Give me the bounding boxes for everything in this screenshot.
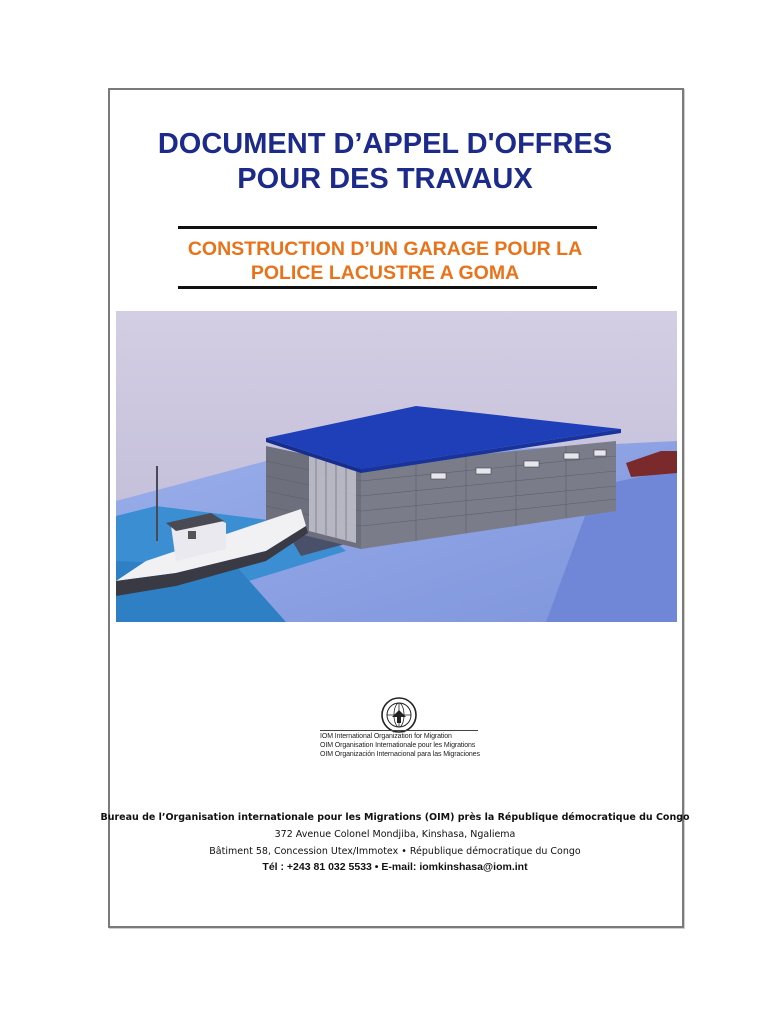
project-subtitle-line-2: POLICE LACUSTRE A GOMA [250, 262, 520, 284]
logo-text-fr: OIM Organisation Internationale pour les Migrations [320, 742, 476, 749]
street-address: 372 Avenue Colonel Mondjiba, Kinshasa, Ngaliema [274, 829, 516, 840]
logo-divider [320, 730, 478, 731]
project-subtitle-line-1: CONSTRUCTION D’UN GARAGE POUR LA [187, 238, 583, 260]
building-address: Bâtiment 58, Concession Utex/Immotex • République démocratique du Congo [209, 846, 581, 857]
garage-3d-render-icon [116, 311, 677, 622]
divider-top [178, 226, 597, 229]
logo-text-es: OIM Organización Internacional para las Migraciones [320, 751, 480, 758]
divider-bottom [178, 286, 597, 289]
iom-globe-logo-icon [379, 695, 419, 735]
contact-info: Tél : +243 81 032 5533 • E-mail: iomkinshasa@iom.int [262, 861, 528, 873]
document-title-line-1: DOCUMENT D’APPEL D'OFFRES [157, 128, 613, 160]
office-name: Bureau de l’Organisation internationale pour les Migrations (OIM) près la République démocratique du Congo [100, 812, 690, 823]
document-title-line-2: POUR DES TRAVAUX [237, 163, 533, 195]
logo-text-en: IOM International Organization for Migration [320, 733, 452, 740]
